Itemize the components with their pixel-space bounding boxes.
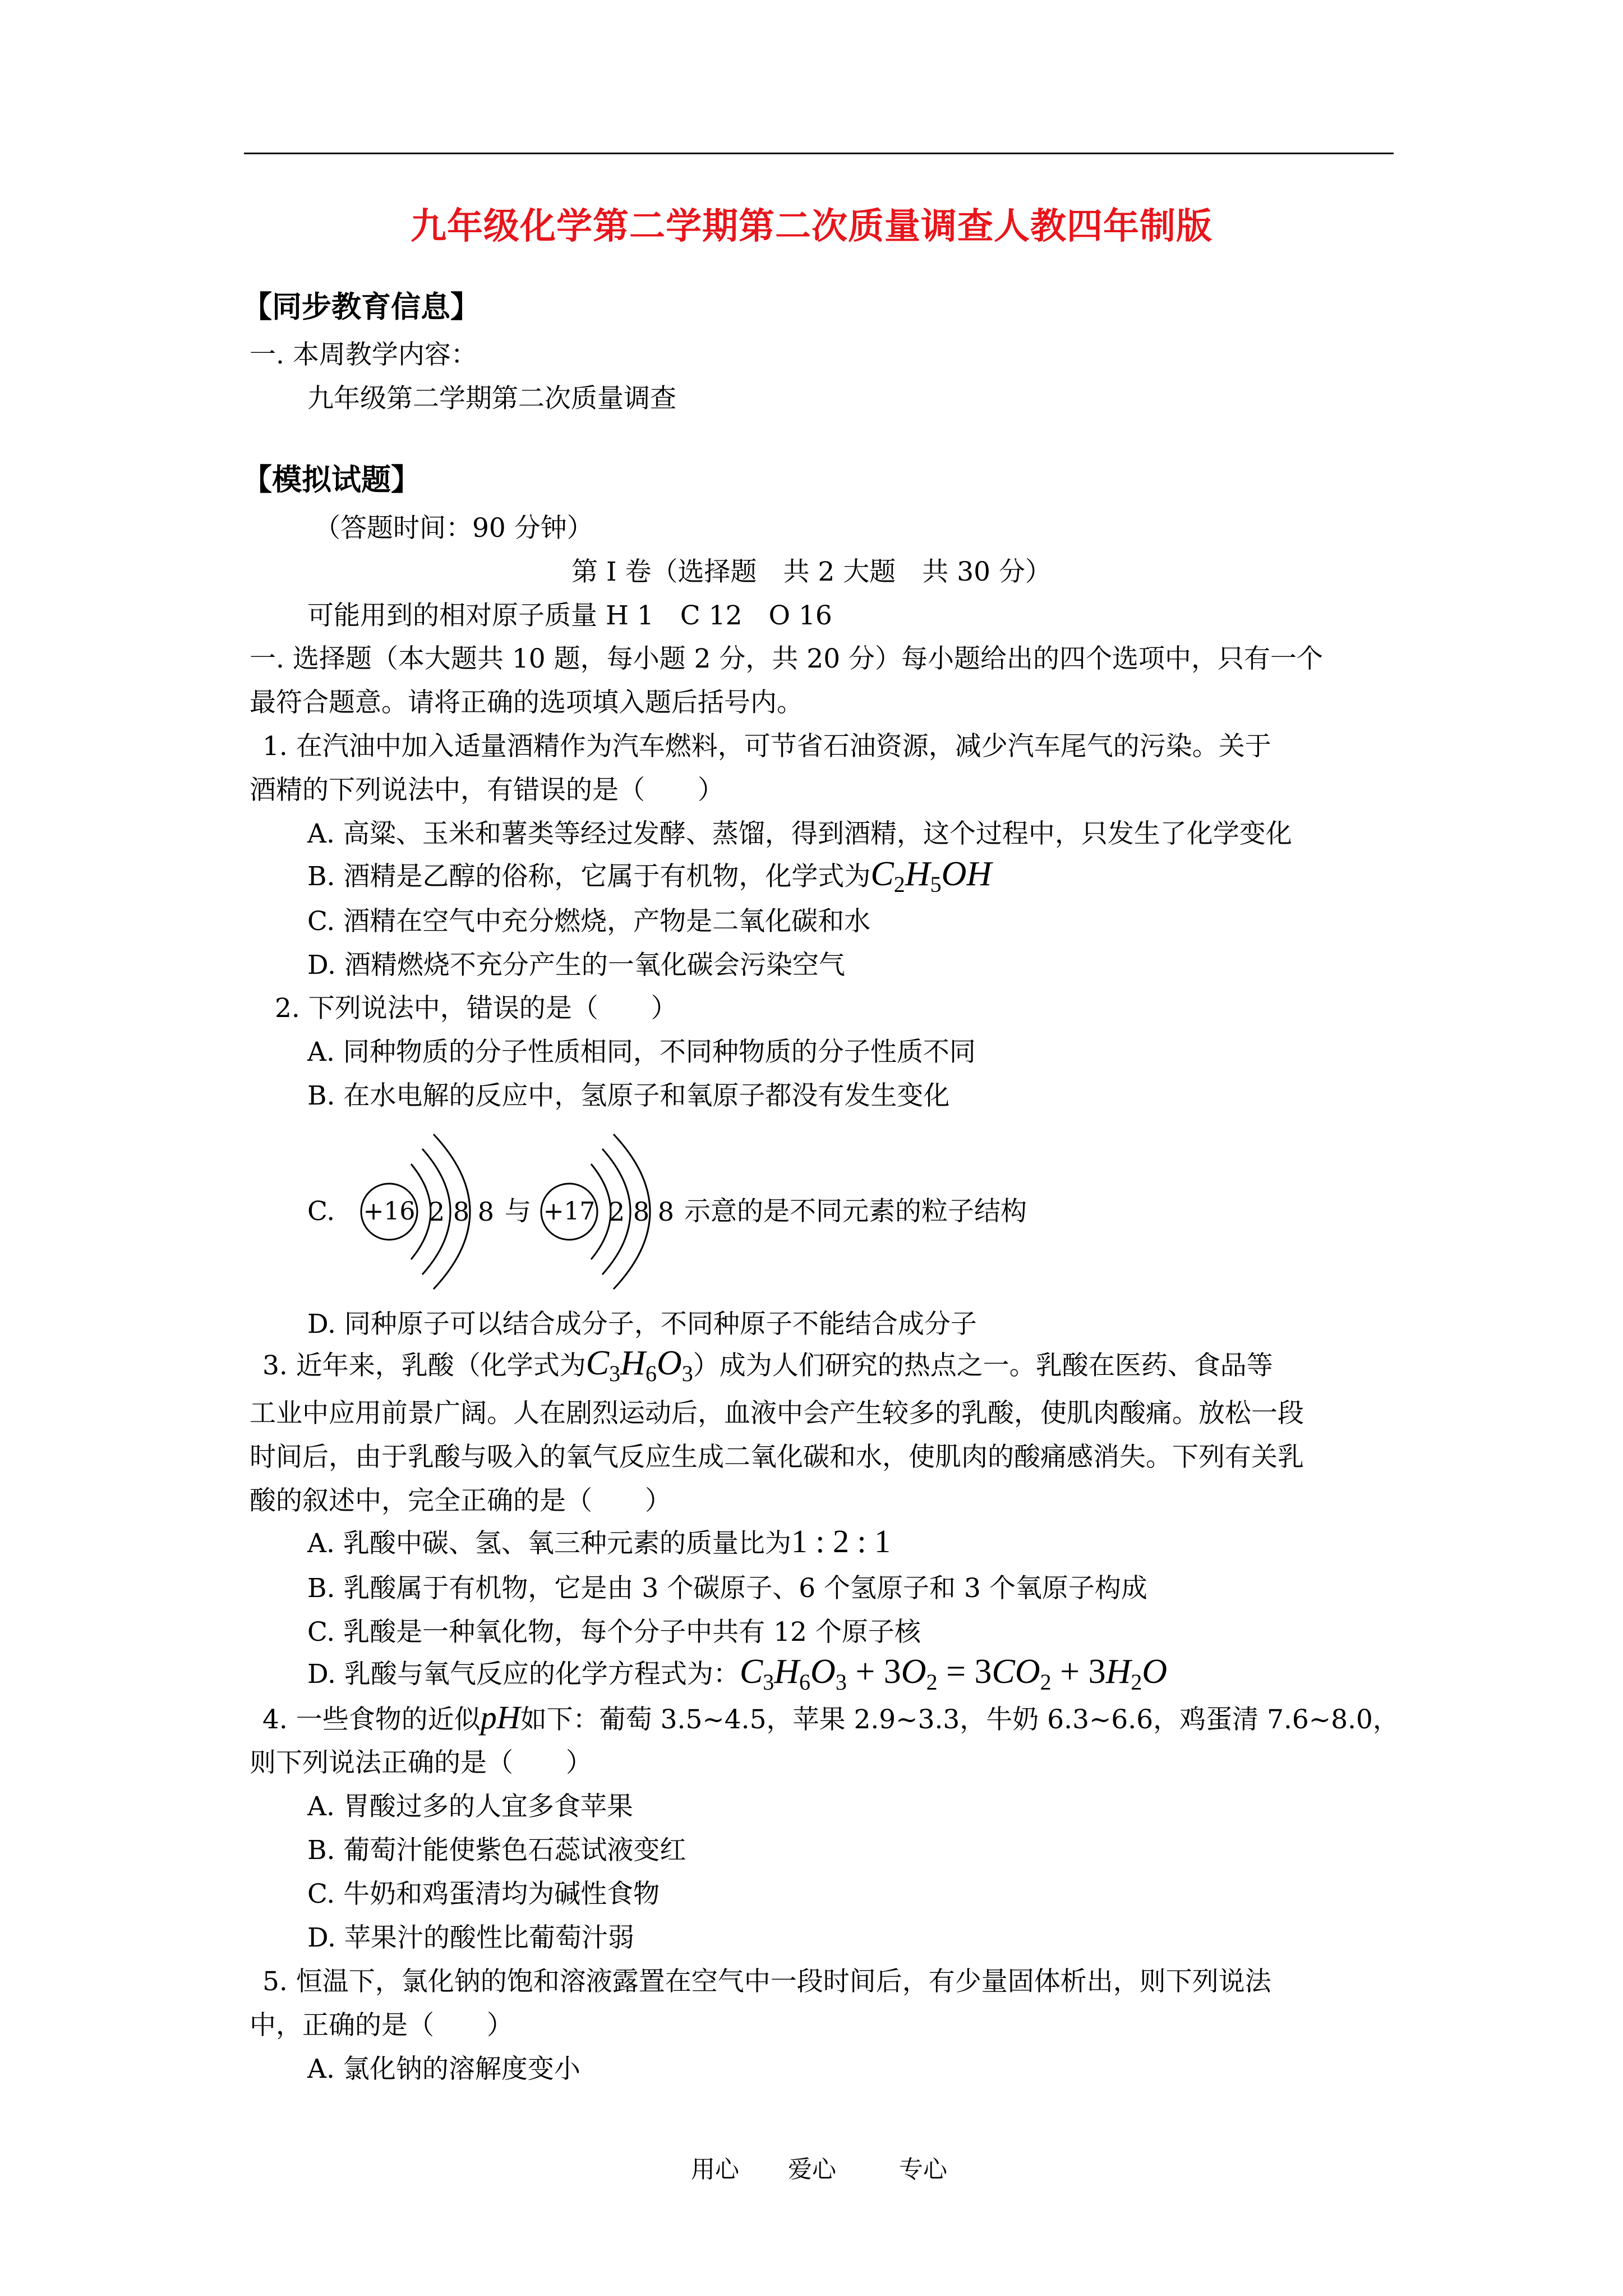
q3-stem-line4: 酸的叙述中，完全正确的是（ ） — [250, 1485, 671, 1516]
q2-option-c-label: C. — [307, 1196, 335, 1227]
ph-symbol: pH — [480, 1699, 520, 1736]
mass-ratio: 1 : 2 : 1 — [791, 1523, 891, 1559]
section-heading-sync-info: 【同步教育信息】 — [242, 289, 480, 324]
q3-stem-line1 — [262, 1346, 1273, 1391]
q3-option-a-text: A. 乳酸中碳、氢、氧三种元素的质量比为 — [307, 1528, 791, 1559]
part1-instructions-line1: 一. 选择题（本大题共 10 题，每小题 2 分，共 20 分）每小题给出的四个选项中，只有一个 — [250, 643, 1324, 674]
atom1-shell-electrons: 2 8 8 — [428, 1197, 495, 1227]
q5-stem-line2: 中，正确的是（ ） — [250, 2010, 513, 2041]
q1-option-c: C. 酒精在空气中充分燃烧，产物是二氧化碳和水 — [307, 906, 871, 937]
q4-stem-line1-a: 4. 一些食物的近似 — [262, 1704, 481, 1735]
q1-option-a: A. 高粱、玉米和薯类等经过发酵、蒸馏，得到酒精，这个过程中，只发生了化学变化 — [307, 818, 1292, 849]
q2-option-b: B. 在水电解的反应中，氢原子和氧原子都没有发生变化 — [307, 1080, 950, 1111]
q5-option-a: A. 氯化钠的溶解度变小 — [307, 2054, 580, 2085]
q3-option-a — [307, 1525, 891, 1561]
paper-note: 第 I 卷（选择题 共 2 大题 共 30 分） — [571, 556, 1052, 587]
atom2-nucleus-charge: +17 — [543, 1197, 596, 1226]
q1-stem-line1: 1. 在汽油中加入适量酒精作为汽车燃料，可节省石油资源，减少汽车尾气的污染。关于 — [262, 731, 1271, 762]
q4-option-b: B. 葡萄汁能使紫色石蕊试液变红 — [307, 1835, 686, 1866]
q4-stem-line2: 则下列说法正确的是（ ） — [250, 1747, 592, 1778]
q1-option-b-text: B. 酒精是乙醇的俗称，它属于有机物，化学式为 — [307, 861, 871, 892]
q4-option-c: C. 牛奶和鸡蛋清均为碱性食物 — [307, 1879, 660, 1910]
q1-stem-line2: 酒精的下列说法中，有错误的是（ ） — [250, 775, 724, 806]
q1-option-b — [307, 857, 992, 901]
q1-option-d: D. 酒精燃烧不充分产生的一氧化碳会污染空气 — [307, 950, 845, 981]
q4-stem-line1-b: 如下：葡萄 3.5~4.5，苹果 2.9~3.3，牛奶 6.3~6.6，鸡蛋清 7.6~8.0， — [520, 1704, 1399, 1735]
q2-option-c — [307, 1122, 1121, 1301]
q3-stem-line1-b: ）成为人们研究的热点之一。乳酸在医药、食品等 — [693, 1350, 1273, 1381]
atom2-shell-electrons: 2 8 8 — [608, 1197, 675, 1227]
ethanol-formula: $C_2H_5OH$ — [870, 855, 992, 897]
footer-word-2: 爱心 — [788, 2156, 836, 2184]
atom1-nucleus-charge: +16 — [363, 1197, 416, 1226]
weekly-content-label: 一. 本周教学内容： — [250, 339, 477, 370]
q3-option-d — [307, 1655, 1167, 1699]
weekly-content-text: 九年级第二学期第二次质量调查 — [307, 383, 676, 414]
q3-option-d-text: D. 乳酸与氧气反应的化学方程式为： — [307, 1659, 740, 1690]
header-rule — [244, 153, 1394, 154]
section-heading-mock-test: 【模拟试题】 — [242, 462, 421, 497]
q3-option-c: C. 乳酸是一种氧化物，每个分子中共有 12 个原子核 — [307, 1617, 921, 1648]
lactic-acid-formula: $C_3H_6O_3$ — [585, 1344, 693, 1386]
q3-option-b: B. 乳酸属于有机物，它是由 3 个碳原子、6 个氢原子和 3 个氧原子构成 — [307, 1573, 1147, 1604]
time-note: （答题时间：90 分钟） — [314, 513, 593, 544]
q4-option-a: A. 胃酸过多的人宜多食苹果 — [307, 1791, 633, 1822]
atomic-mass-note: 可能用到的相对原子质量 H 1 C 12 O 16 — [307, 600, 832, 631]
footer-word-1: 用心 — [691, 2156, 739, 2184]
q2-stem: 2. 下列说法中，错误的是（ ） — [275, 993, 677, 1024]
q5-stem-line1: 5. 恒温下，氯化钠的饱和溶液露置在空气中一段时间后，有少量固体析出，则下列说法 — [262, 1966, 1271, 1997]
part1-instructions-line2: 最符合题意。请将正确的选项填入题后括号内。 — [250, 687, 803, 718]
lactic-acid-combustion-equation: $C_3H_6O_3 + 3O_2 = 3CO_2 + 3H_2O$ — [739, 1653, 1168, 1695]
q2-option-c-connector: 与 — [505, 1196, 531, 1227]
q4-stem-line1 — [262, 1701, 1399, 1737]
q2-option-d: D. 同种原子可以结合成分子，不同种原子不能结合成分子 — [307, 1309, 977, 1340]
q2-option-a: A. 同种物质的分子性质相同，不同种物质的分子性质不同 — [307, 1037, 976, 1068]
q3-stem-line3: 时间后，由于乳酸与吸入的氧气反应生成二氧化碳和水，使肌肉的酸痛感消失。下列有关乳 — [250, 1442, 1304, 1473]
q3-stem-line2: 工业中应用前景广阔。人在剧烈运动后，血液中会产生较多的乳酸，使肌肉酸痛。放松一段 — [250, 1398, 1304, 1429]
document-title: 九年级化学第二学期第二次质量调查人教四年制版 — [411, 205, 1212, 247]
q2-option-c-text: 示意的是不同元素的粒子结构 — [684, 1196, 1027, 1227]
footer-word-3: 专心 — [899, 2156, 947, 2184]
q3-stem-line1-a: 3. 近年来，乳酸（化学式为 — [262, 1350, 586, 1381]
q4-option-d: D. 苹果汁的酸性比葡萄汁弱 — [307, 1922, 634, 1953]
